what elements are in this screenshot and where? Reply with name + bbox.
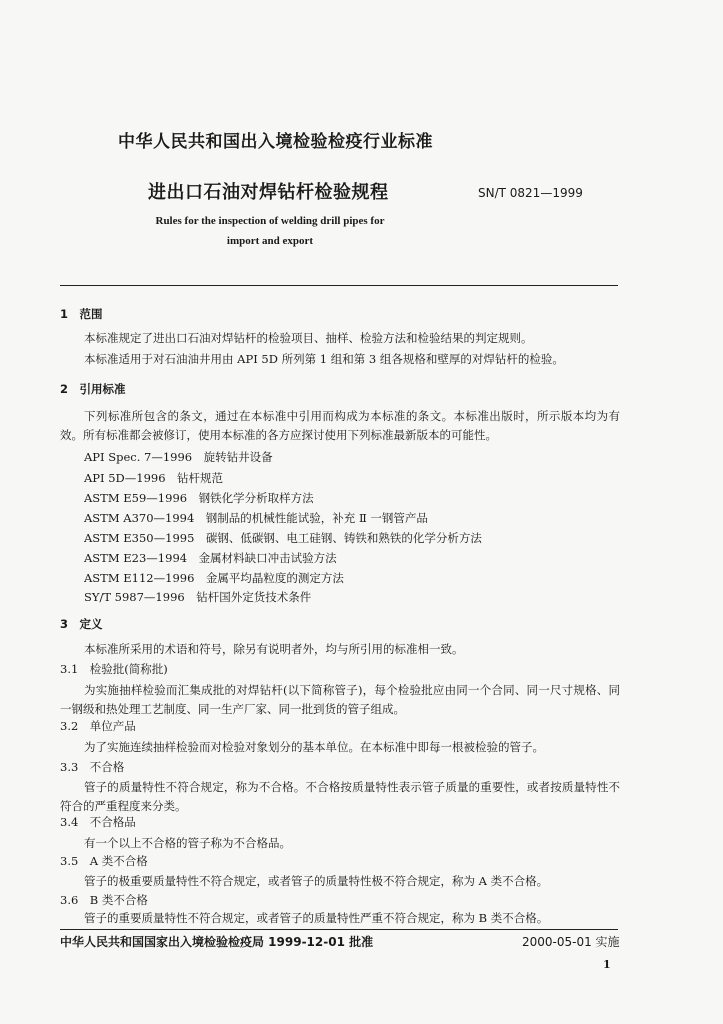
reference-item: ASTM E350—1995 碳钢、低碳钢、电工硅钢、铸铁和熟铁的化学分析方法: [84, 531, 482, 545]
standard-number: SN/T 0821—1999: [478, 186, 583, 200]
section-3-intro: 本标准所采用的术语和符号，除另有说明者外，均与所引用的标准相一致。: [84, 642, 464, 656]
definition-3-6-text: 管子的重要质量特性不符合规定，或者管子的质量特性严重不符合规定，称为 B 类不合格。: [84, 911, 549, 925]
definition-3-3-title: 3.3 不合格: [60, 760, 125, 774]
definition-3-1-title: 3.1 检验批(简称批): [60, 662, 168, 676]
reference-item: API Spec. 7—1996 旋转钻井设备: [84, 450, 273, 464]
section-1-para-2: 本标准适用于对石油油井用由 API 5D 所列第 1 组和第 3 组各规格和壁厚的对焊钻杆的检验。: [84, 352, 564, 366]
definition-3-3-text: 管子的质量特性不符合规定，称为不合格。不合格按质量特性表示管子质量的重要性，或者按质量特性不符合的严重程度来分类。: [60, 780, 620, 813]
reference-item: API 5D—1996 钻杆规范: [84, 471, 224, 485]
page-number: 1: [603, 958, 611, 971]
reference-item: ASTM A370—1994 钢制品的机械性能试验，补充 Ⅱ 一钢管产品: [84, 511, 428, 525]
section-3-heading: 3 定义: [60, 617, 103, 631]
section-2-intro: 下列标准所包含的条文，通过在本标准中引用而构成为本标准的条文。本标准出版时，所示版本均为有效。所有标准都会被修订，使用本标准的各方应探讨使用下列标准最新版本的可能性。: [60, 409, 620, 442]
approval-note: 中华人民共和国国家出入境检验检疫局 1999-12-01 批准: [60, 935, 374, 949]
section-2-heading: 2 引用标准: [60, 382, 126, 396]
header-divider: [60, 285, 618, 286]
reference-item: ASTM E59—1996 钢铁化学分析取样方法: [84, 491, 314, 505]
industry-standard-title: 中华人民共和国出入境检验检疫行业标准: [118, 132, 433, 152]
definition-3-2-title: 3.2 单位产品: [60, 719, 136, 733]
definition-3-5-text: 管子的极重要质量特性不符合规定，或者管子的质量特性极不符合规定，称为 A 类不合格。: [84, 874, 549, 888]
document-title: 进出口石油对焊钻杆检验规程: [148, 182, 389, 203]
definition-3-5-title: 3.5 A 类不合格: [60, 854, 148, 868]
english-title-line-2: import and export: [226, 235, 314, 247]
definition-3-2-text: 为了实施连续抽样检验而对检验对象划分的基本单位。在本标准中即每一根被检验的管子。: [84, 740, 544, 754]
definition-3-4-title: 3.4 不合格品: [60, 815, 136, 829]
reference-item: ASTM E23—1994 金属材料缺口冲击试验方法: [84, 551, 337, 565]
footer-divider: [60, 929, 618, 930]
section-1-heading: 1 范围: [60, 307, 103, 321]
definition-3-6-title: 3.6 B 类不合格: [60, 893, 148, 907]
section-1-para-1: 本标准规定了进出口石油对焊钻杆的检验项目、抽样、检验方法和检验结果的判定规则。: [84, 331, 533, 345]
definition-3-4-text: 有一个以上不合格的管子称为不合格品。: [84, 836, 291, 850]
english-title-line-1: Rules for the inspection of welding drill pipes for: [155, 215, 385, 227]
definition-3-1-text: 为实施抽样检验而汇集成批的对焊钻杆(以下简称管子)，每个检验批应由同一个合同、同一尺寸规格、同一钢级和热处理工艺制度、同一生产厂家、同一批到货的管子组成。: [60, 683, 620, 716]
reference-item: ASTM E112—1996 金属平均晶粒度的测定方法: [84, 571, 344, 585]
implementation-date: 2000-05-01 实施: [522, 935, 620, 949]
reference-item: SY/T 5987—1996 钻杆国外定货技术条件: [84, 590, 312, 604]
